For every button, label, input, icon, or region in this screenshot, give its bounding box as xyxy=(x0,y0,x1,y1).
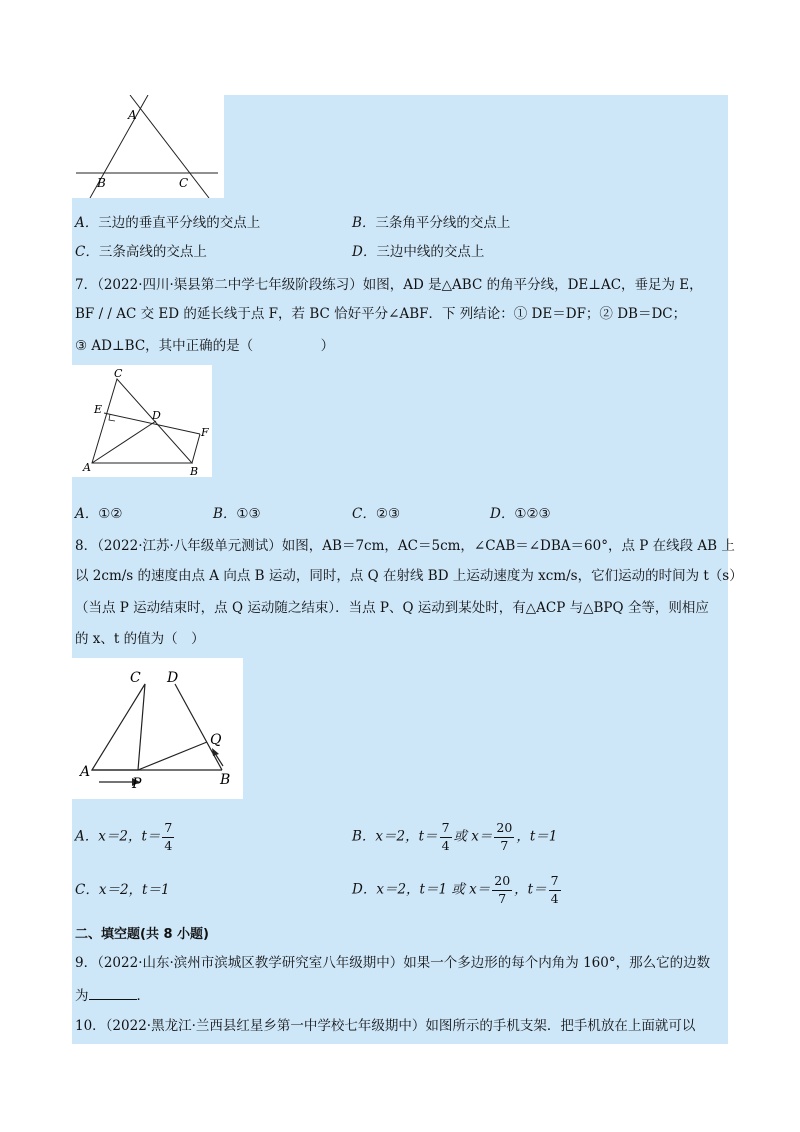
q7-label-c: C xyxy=(114,367,123,380)
q9-stem-line-2: 为 ． xyxy=(75,988,150,1004)
q7-option-d[interactable]: D．①②③ xyxy=(490,506,551,522)
q6-option-d[interactable]: D．三边中线的交点上 xyxy=(352,244,485,260)
q8-option-b[interactable]: B．x＝2，t＝ $\frac{7}{4}$ 或 x＝ $\frac{20}{7}$ ，t＝1 xyxy=(352,820,558,853)
q7-label-d: D xyxy=(152,409,161,422)
q6-option-a[interactable]: A．三边的垂直平分线的交点上 xyxy=(75,215,261,231)
q6-label-b: B xyxy=(97,176,106,190)
q6-label-c: C xyxy=(179,176,189,190)
fraction: $\frac{20}{7}$ xyxy=(494,873,511,906)
q8-segment-pq xyxy=(138,742,207,770)
q8-option-c[interactable]: C．x＝2，t＝1 xyxy=(75,882,170,898)
q7-figure xyxy=(72,365,212,477)
fraction: $\frac{7}{4}$ xyxy=(164,820,173,853)
q7-bisector-ad xyxy=(92,421,156,463)
q10-stem-line-1: 10．（2022·黑龙江·兰西县红星乡第一中学校七年级期中）如图所示的手机支架．把手机放在上面就可以 xyxy=(75,1018,696,1034)
q8-label-b: B xyxy=(220,772,231,788)
q8-stem-line-1: 8．（2022·江苏·八年级单元测试）如图，AB＝7cm，AC＝5cm，∠CAB＝∠DBA＝60°，点 P 在线段 AB 上 xyxy=(75,538,735,554)
q8-label-q: Q xyxy=(210,732,222,748)
q7-stem-line-2: BF / / AC 交 ED 的延长线于点 F，若 BC 恰好平分∠ABF．下 列结论：① DE＝DF；② DB＝DC； xyxy=(75,306,687,322)
q8-label-d: D xyxy=(167,670,179,686)
q7-stem-line-1: 7．（2022·四川·渠县第二中学七年级阶段练习）如图，AD 是△ABC 的角平分线，DE⊥AC，垂足为 E， xyxy=(75,277,703,293)
q6-line-ac xyxy=(130,95,209,198)
section-heading: 二、填空题(共 8 小题) xyxy=(75,927,209,942)
q8-figure xyxy=(72,658,243,799)
q6-option-c[interactable]: C．三条高线的交点上 xyxy=(75,244,207,260)
q8-label-p: P xyxy=(132,776,142,792)
q8-arrow-q-head xyxy=(212,748,219,756)
q8-stem-line-3: （当点 P 运动结束时，点 Q 运动随之结束）．当点 P、Q 运动到某处时，有△ACP 与△BPQ 全等，则相应 xyxy=(75,600,709,616)
q7-option-b[interactable]: B．①③ xyxy=(213,506,261,522)
fraction: $\frac{7}{4}$ xyxy=(441,820,450,853)
q8-option-a[interactable]: A．x＝2，t＝ $\frac{7}{4}$ xyxy=(75,820,173,853)
fraction: $\frac{7}{4}$ xyxy=(550,873,559,906)
q9-stem-line-1: 9．（2022·山东·滨州市滨城区教学研究室八年级期中）如果一个多边形的每个内角为 160°，那么它的边数 xyxy=(75,955,711,971)
q8-label-a: A xyxy=(80,764,91,780)
q8-stem-line-2: 以 2cm/s 的速度由点 A 向点 B 运动，同时，点 Q 在射线 BD 上运动速度为 xcm/s，它们运动的时间为 t（s） xyxy=(75,568,743,584)
q8-stem-line-4: 的 x、t 的值为（ ） xyxy=(75,631,205,647)
q7-label-f: F xyxy=(201,426,209,439)
q7-label-e: E xyxy=(94,403,103,416)
fraction: $\frac{20}{7}$ xyxy=(496,820,513,853)
q6-figure xyxy=(72,95,224,198)
q8-label-c: C xyxy=(130,670,141,686)
q8-triangle-acp xyxy=(92,684,145,770)
q6-option-b[interactable]: B．三条角平分线的交点上 xyxy=(352,215,511,231)
q7-label-b: B xyxy=(190,465,199,477)
q7-label-a: A xyxy=(83,461,91,474)
q7-stem-line-3: ③ AD⊥BC，其中正确的是（ ） xyxy=(75,338,335,354)
q8-option-d[interactable]: D．x＝2，t＝1 或 x＝ $\frac{20}{7}$ ，t＝ $\frac{7}{4}$ xyxy=(352,873,559,906)
answer-blank[interactable] xyxy=(89,988,137,1000)
q7-segment-bf xyxy=(192,434,200,463)
q7-option-a[interactable]: A．①② xyxy=(75,506,123,522)
q8-segment-bd xyxy=(175,684,222,770)
q7-option-c[interactable]: C．②③ xyxy=(352,506,401,522)
q6-label-a: A xyxy=(128,108,137,122)
